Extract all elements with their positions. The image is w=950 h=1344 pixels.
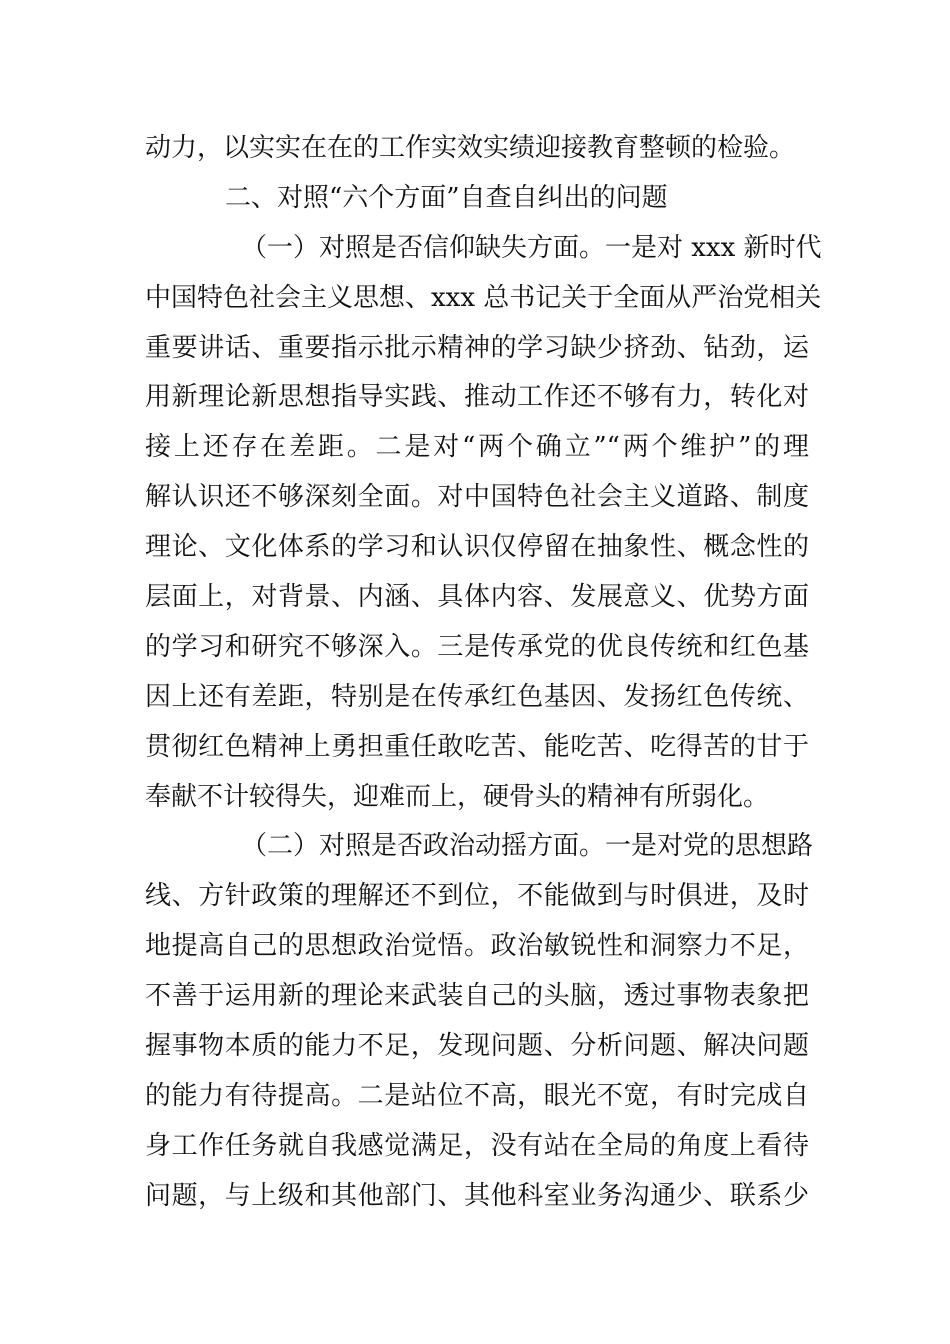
- text-line: 的学习和研究不够深入。三是传承党的优良传统和红色基: [145, 631, 809, 662]
- text-line: 握事物本质的能力不足，发现问题、分析问题、解决问题: [145, 1031, 809, 1062]
- text-line: 线、方针政策的理解还不到位，不能做到与时俱进，及时: [145, 881, 809, 912]
- text-line: 动力，以实实在在的工作实效实绩迎接教育整顿的检验。: [145, 133, 796, 163]
- document-body: [145, 124, 822, 1222]
- text-line: 贯彻红色精神上勇担重任敢吃苦、能吃苦、吃得苦的甘于: [145, 731, 809, 762]
- text-line: 地提高自己的思想政治觉悟。政治敏锐性和洞察力不足，: [145, 931, 809, 962]
- text-line: 中国特色社会主义思想、xxx 总书记关于全面从严治党相关: [145, 282, 822, 313]
- text-line: 问题，与上级和其他部门、其他科室业务沟通少、联系少: [145, 1180, 809, 1211]
- text-line: （二）对照是否政治动摇方面。一是对党的思想路: [241, 831, 814, 862]
- text-line: 因上还有差距，特别是在传承红色基因、发扬红色传统、: [145, 681, 809, 712]
- text-line: 层面上，对背景、内涵、具体内容、发展意义、优势方面: [145, 582, 809, 613]
- text-line: 不善于运用新的理论来武装自己的头脑，透过事物表象把: [145, 981, 809, 1012]
- text-line: 奉献不计较得失，迎难而上，硬骨头的精神有所弱化。: [145, 781, 770, 812]
- text-line: （一）对照是否信仰缺失方面。一是对 xxx 新时代: [241, 232, 822, 263]
- text-line: 重要讲话、重要指示批示精神的学习缺少挤劲、钻劲，运: [145, 332, 809, 363]
- text-line: 身工作任务就自我感觉满足，没有站在全局的角度上看待: [145, 1130, 809, 1161]
- section-heading: 二、对照“六个方面”自查自纠出的问题: [225, 182, 668, 213]
- text-line: 理论、文化体系的学习和认识仅停留在抽象性、概念性的: [145, 532, 809, 563]
- text-line: 用新理论新思想指导实践、推动工作还不够有力，转化对: [145, 382, 809, 413]
- text-line: 的能力有待提高。二是站位不高，眼光不宽，有时完成自: [145, 1080, 809, 1111]
- text-line: 解认识还不够深刻全面。对中国特色社会主义道路、制度: [145, 482, 809, 513]
- text-line: 接上还存在差距。二是对“两个确立”“两个维护”的理: [145, 432, 809, 463]
